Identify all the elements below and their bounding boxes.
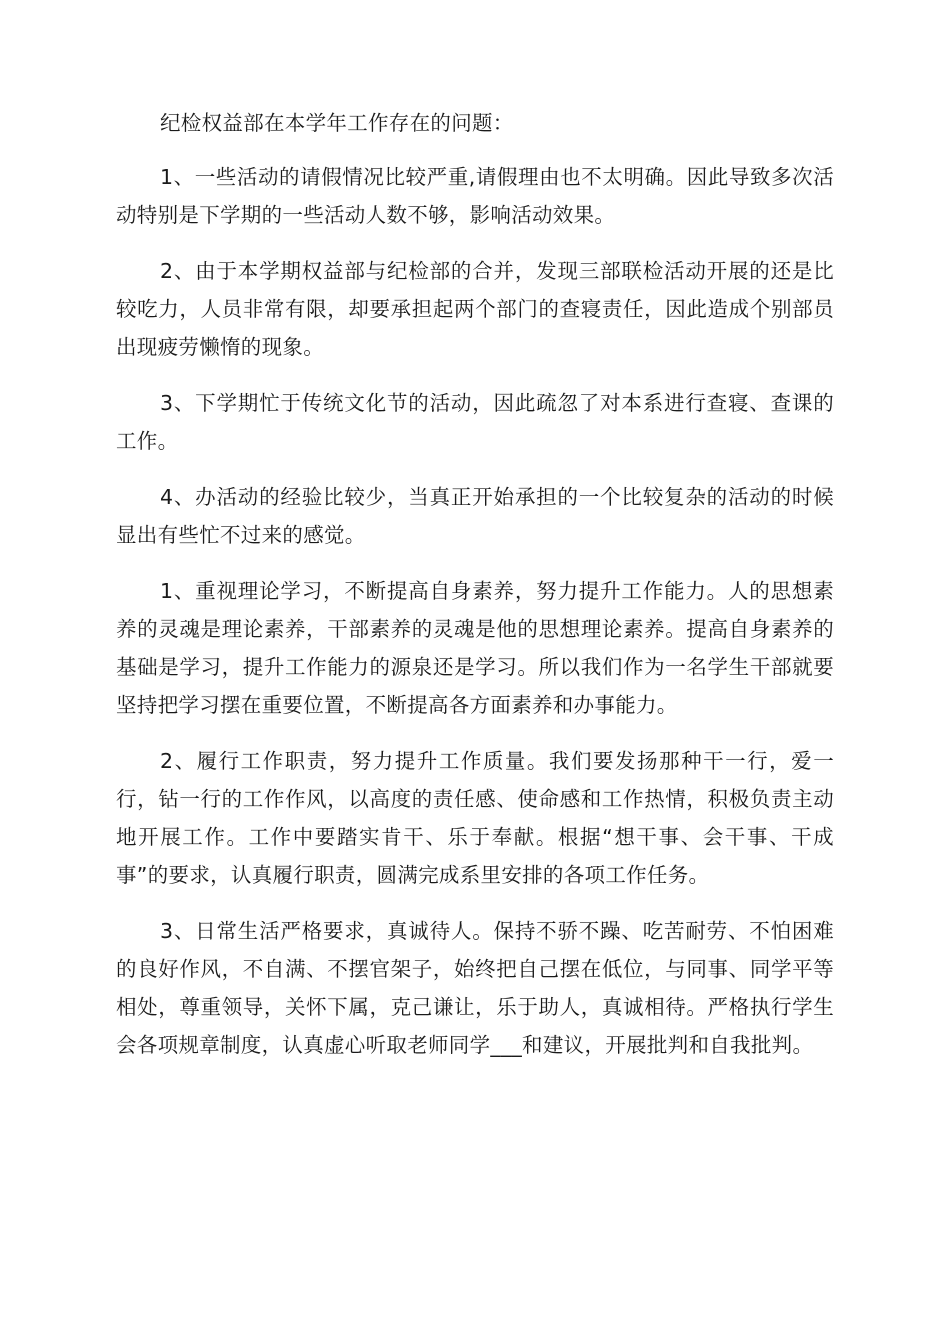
section-heading: 纪检权益部在本学年工作存在的问题： <box>160 111 514 135</box>
paragraph-problem-1: 1、一些活动的请假情况比较严重,请假理由也不太明确。因此导致多次活动特别是下学期的一些活动人数不够，影响活动效果。 <box>116 165 834 227</box>
paragraph-plan-1: 1、重视理论学习，不断提高自身素养，努力提升工作能力。人的思想素养的灵魂是理论素养，干部素养的灵魂是他的思想理论素养。提高自身素养的基础是学习，提升工作能力的源泉还是学习。所以我们作为一名学生干部就要坚持把学习摆在重要位置，不断提高各方面素养和办事能力。 <box>116 579 834 717</box>
paragraph-plan-3: 3、日常生活严格要求，真诚待人。保持不骄不躁、吃苦耐劳、不怕困难的良好作风，不自满、不摆官架子，始终把自己摆在低位，与同事、同学平等相处，尊重领导，关怀下属，克己谦让，乐于助人，真诚相待。严格执行学生会各项规章制度，认真虚心听取老师同学___和建议，开展批判和自我批判。 <box>116 919 834 1057</box>
paragraph-problem-3: 3、下学期忙于传统文化节的活动，因此疏忽了对本系进行查寝、查课的工作。 <box>116 391 834 453</box>
paragraph-problem-2: 2、由于本学期权益部与纪检部的合并，发现三部联检活动开展的还是比较吃力，人员非常有限，却要承担起两个部门的查寝责任，因此造成个别部员出现疲劳懒惰的现象。 <box>116 259 834 359</box>
paragraph-problem-4: 4、办活动的经验比较少，当真正开始承担的一个比较复杂的活动的时候显出有些忙不过来的感觉。 <box>116 485 834 547</box>
paragraph-plan-2: 2、履行工作职责，努力提升工作质量。我们要发扬那种干一行，爱一行，钻一行的工作作风，以高度的责任感、使命感和工作热情，积极负责主动地开展工作。工作中要踏实肯干、乐于奉献。根据“想干事、会干事、干成事”的要求，认真履行职责，圆满完成系里安排的各项工作任务。 <box>116 749 834 887</box>
document-body <box>116 104 834 1082</box>
